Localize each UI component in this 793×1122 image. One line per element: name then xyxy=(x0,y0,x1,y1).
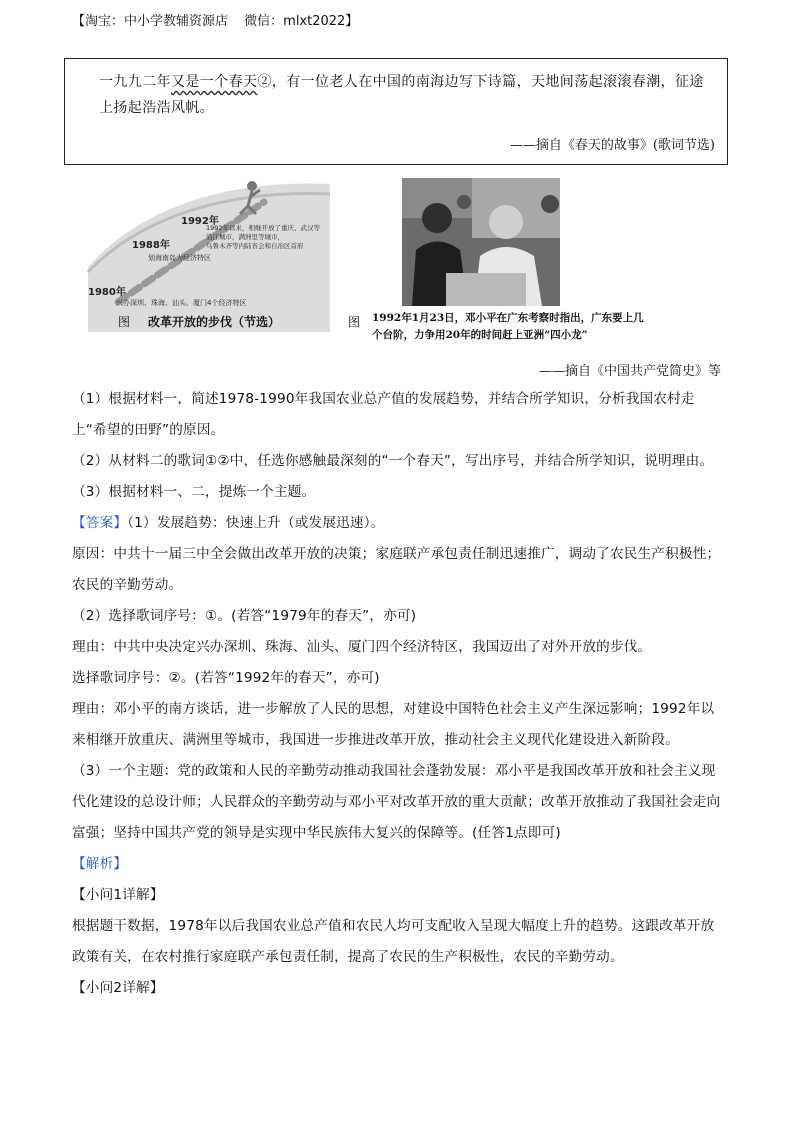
figure-right-tag: 图 xyxy=(348,315,361,329)
page-header xyxy=(72,10,358,29)
analysis-label: 【解析】 xyxy=(72,856,128,872)
text-1980: 兴办深圳、珠海、汕头、厦门4个经济特区 xyxy=(116,299,247,307)
text-1992-c: 乌鲁木齐等内陆省会和自治区首府 xyxy=(206,242,304,250)
answer-p4: 理由：中共中央决定兴办深圳、珠海、汕头、厦门四个经济特区，我国迈出了对外开放的步伐。 xyxy=(72,639,652,655)
lyrics-source: ——摘自《春天的故事》(歌词节选) xyxy=(509,138,715,153)
runner-head-icon xyxy=(247,181,257,191)
figure-left-tag: 图 xyxy=(118,315,131,329)
year-1980-label: 1980年 xyxy=(88,287,126,298)
analysis-detail1: 根据题干数据，1978年以后我国农业总产值和农民人均可支配收入呈现大幅度上升的趋势。这跟改革开放政策有关，在农村推行家庭联产承包责任制，提高了农民的生产积极性，农民的辛勤劳动。 xyxy=(72,918,715,965)
answer-p5: 选择歌词序号：②。(若答“1992年的春天”，亦可) xyxy=(72,670,380,686)
lyrics-rest: ②，有一位老人在中国的南海边写下诗篇，天地间荡起滚滚春潮，征途上扬起浩浩风帆。 xyxy=(99,74,704,116)
analysis-sub2: 【小问2详解】 xyxy=(72,980,164,996)
header-taobao: 【淘宝：中小学教辅资源店 xyxy=(72,14,229,29)
answer-line-1 xyxy=(72,508,724,539)
answer-p2: 原因：中共十一届三中全会做出改革开放的决策；家庭联产承包责任制迅速推广，调动了农民生产积极性；农民的辛勤劳动。 xyxy=(72,546,721,593)
answer-p3: （2）选择歌词序号：①。(若答“1979年的春天”，亦可) xyxy=(72,608,417,624)
analysis-sub1: 【小问1详解】 xyxy=(72,887,164,903)
answer-p7: （3）一个主题：党的政策和人民的辛勤劳动推动我国社会蓬勃发展：邓小平是我国改革开放和社会主义现代化建设的总设计师；人民群众的辛勤劳动与邓小平对改革开放的重大贡献；改革开放推动了我国社会走向富强；坚持中国共产党的领导是实现中华民族伟大复兴的保障等。(任答1点即可) xyxy=(72,763,721,841)
question-1: （1）根据材料一，简述1978-1990年我国农业总产值的发展趋势，并结合所学知识，分析我国农村走上“希望的田野”的原因。 xyxy=(72,391,695,438)
questions-and-answers xyxy=(72,384,724,1004)
year-1992-label: 1992年 xyxy=(181,216,219,227)
text-1988: 划海南岛为经济特区 xyxy=(148,254,211,262)
figure-left-caption: 改革开放的步伐（节选） xyxy=(148,315,281,329)
reform-steps-figure xyxy=(86,172,332,332)
answer-p6: 理由：邓小平的南方谈话，进一步解放了人民的思想，对建设中国特色社会主义产生深远影响；1992年以来相继开放重庆、满洲里等城市，我国进一步推进改革开放，推动社会主义现代化建设进入新阶段。 xyxy=(72,701,715,748)
lyrics-quote-box xyxy=(64,58,728,165)
lyrics-text xyxy=(99,69,711,121)
answer-label: 【答案】 xyxy=(72,515,128,531)
lyrics-lead: 一九九二年 xyxy=(99,74,171,90)
material-source: ——摘自《中国共产党简史》等 xyxy=(538,364,721,379)
text-1992-b: 沿江城市，满洲里等城市， xyxy=(206,233,284,241)
figure-right-caption: 1992年1月23日，邓小平在广东考察时指出，广东要上几个台阶，力争用20年的时间赶上亚洲“四小龙” xyxy=(372,312,644,341)
question-2: （2）从材料二的歌词①②中，任选你感触最深刻的“一个春天”，写出序号，并结合所学知识，说明理由。 xyxy=(72,453,714,469)
text-1992-a: 1992年以来，相继开放了重庆、武汉等 xyxy=(206,224,321,232)
lyrics-wavy-phrase: 又是一个春天 xyxy=(171,74,258,90)
deng-photo xyxy=(402,178,560,306)
question-3: （3）根据材料一、二，提炼一个主题。 xyxy=(72,484,316,500)
answer-p1: （1）发展趋势：快速上升（或发展迅速）。 xyxy=(127,515,385,531)
year-1988-label: 1988年 xyxy=(132,240,170,251)
header-wechat: 微信：mlxt2022】 xyxy=(244,14,359,29)
